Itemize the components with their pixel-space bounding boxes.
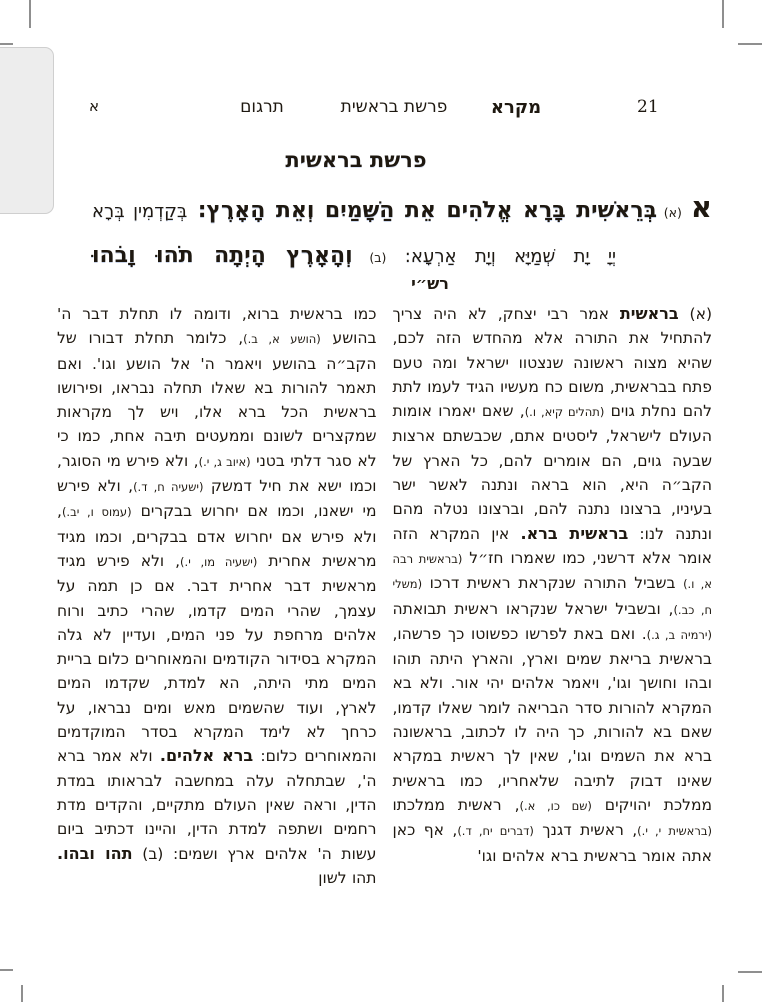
header-mikra-label: מקרא (490, 97, 542, 118)
crop-mark-bottom-left-vertical (21, 985, 23, 1002)
verse-line-2 (92, 236, 712, 278)
crop-mark-top-right-horizontal (738, 43, 762, 45)
crop-mark-bottom-right-vertical (722, 985, 724, 1002)
page-edge-tab[interactable] (0, 47, 54, 214)
crop-mark-top-left-vertical (29, 0, 31, 28)
verse-line-2-text: יְיָ יָת שְׁמַיָּא וְיָת אַרְעָא: (ב) וְהָאָרֶץ הָיְתָה תֹהוּ וָבֹהוּ (92, 243, 616, 268)
crop-mark-top-left-horizontal (0, 43, 13, 45)
page-number: 21 (637, 97, 659, 117)
crop-mark-bottom-right-horizontal (738, 971, 762, 973)
verse-line-1 (92, 184, 712, 236)
header-section-letter: א (88, 97, 100, 115)
crop-mark-bottom-left-horizontal (0, 969, 13, 971)
parsha-title: פרשת בראשית (285, 148, 427, 172)
rashi-left-column: כמו בראשית ברוא, ודומה לו תחלת דבר ה' בהושע (הושע א, ב.), כלומר תחלת דבורו של הקב״ה בהושע ויאמר ה' אל הושע וגו'. ואם תאמר להורות בא שאלו תחלה נבראו, ופירושו בראשית הכל ברא אלו, ויש לך מקראות שמקצרים לשונם וממעטים תיבה אחת, כמו כי לא סגר דלתי בטני (איוב ג, י.), ולא פירש מי הסוגר, וכמו ישא את חיל דמשק (ישעיה ח, ד.), ולא פירש מי ישאנו, וכמו אם יחרוש בבקרים (עמוס ו, יב.), ולא פירש אם יחרוש אדם בבקרים, וכמו מגיד מראשית אחרית (ישעיה מו, י.), ולא פירש מגיד מראשית דבר אחרית דבר. אם כן תמה על עצמך, שהרי המים קדמו, שהרי כתיב ורוח אלהים מרחפת על פני המים, ועדיין לא גלה המקרא בסידור הקודמים והמאוחרים כלום בריית המים מתי היתה, הא למדת, שקדמו המים לארץ, ועוד שהשמים מאש ומים נבראו, על כרחך לא לימד המקרא בסדר המוקדמים והמאוחרים כלום: ברא אלהים. ולא אמר ברא ה', שבתחלה עלה במחשבה לבראותו במדת הדין, וראה שאין העולם מתקיים, והקדים מדת רחמים ושתפה למדת הדין, והיינו דכתיב ביום עשות ה' אלהים ארץ ושמים: (ב) תהו ובהו. תהו לשון (57, 305, 377, 887)
rashi-heading: רש״י (411, 274, 449, 293)
crop-mark-top-right-vertical (722, 0, 724, 28)
rashi-columns (57, 302, 712, 920)
chapter-letter: א (690, 190, 712, 224)
verse-block (92, 184, 712, 278)
verse-line-1-text: (א) בְּרֵאשִׁית בָּרָא אֱלֹהִים אֵת הַשָּׁמַיִם וְאֵת הָאָרֶץ: בְּקַדְמִין בְּרָא (92, 198, 682, 223)
header-parsha-label: פרשת בראשית (340, 97, 448, 117)
rashi-right-column: (א) בראשית אמר רבי יצחק, לא היה צריך להתחיל את התורה אלא מהחדש הזה לכם, שהיא מצוה ראשונה שנצטוו ישראל ומה טעם פתח בבראשית, משום כח מעשיו הגיד לעמו לתת להם נחלת גוים (תהלים קיא, ו.), שאם יאמרו אומות העולם לישראל, ליסטים אתם, שכבשתם ארצות שבעה גוים, הם אומרים להם, כל הארץ של הקב״ה היא, הוא בראה ונתנה לאשר ישר בעיניו, ברצונו נתנה להם, וברצונו נטלה מהם ונתנה לנו: בראשית ברא. אין המקרא הזה אומר אלא דרשני, כמו שאמרו חז״ל (בראשית רבה א, ו.) בשביל התורה שנקראת ראשית דרכו (משלי ח, כב.), ובשביל ישראל שנקראו ראשית תבואתה (ירמיה ב, ג.). ואם באת לפרשו כפשוטו כך פרשהו, בראשית בריאת שמים וארץ, והארץ היתה תוהו ובהו וחושך וגו', ויאמר אלהים יהי אור. ולא בא המקרא להורות סדר הבריאה לומר שאלו קדמו, שאם בא להורות, כך היה לו לכתוב, בראשונה ברא את השמים וגו', שאין לך ראשית במקרא שאינו דבוק לתיבה שלאחריו, כמו בראשית ממלכת יהויקים (שם כו, א.), ראשית ממלכתו (בראשית י, י.), ראשית דגנך (דברים יח, ד.), אף כאן אתה אומר בראשית ברא אלהים וגו' (392, 304, 712, 865)
header-targum-label: תרגום (240, 97, 284, 117)
